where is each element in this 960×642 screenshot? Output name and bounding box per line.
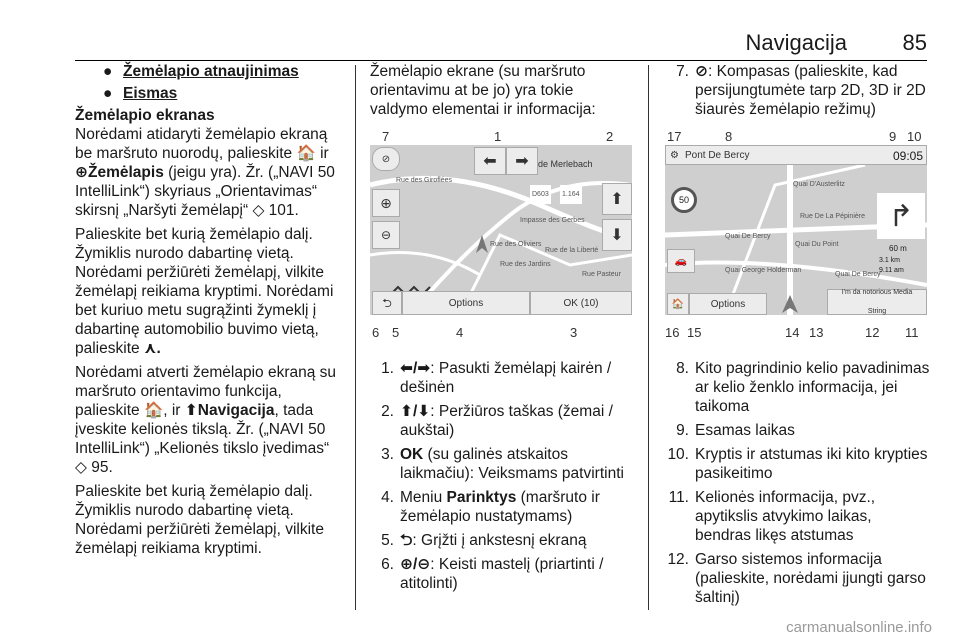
bullet-item[interactable]: ● Žemėlapio atnaujinimas xyxy=(103,63,299,80)
current-time: 09:05 xyxy=(892,149,923,163)
paragraph: Palieskite bet kurią žemėlapio dalį. Žymiklis nurodo dabartinę vietą. Norėdami peržiūrėti žemėlapį, vilkite žemėlapį reikiama kryptimi. xyxy=(75,483,324,557)
view-down-button[interactable]: ⬇ xyxy=(602,219,632,251)
road-label: Quai Du Point xyxy=(795,241,839,248)
view-up-button[interactable]: ⬆ xyxy=(602,183,632,215)
list-item: 9. Esamas laikas xyxy=(676,422,795,439)
turn-distance: 60 m xyxy=(889,244,907,253)
bullet-item[interactable]: ● Eismas xyxy=(103,85,178,102)
callout-number: 12 xyxy=(865,325,880,340)
list-item: 11. Kelionės informacija, pvz., apytikslis atvykimo laikas, bendras likęs atstumas xyxy=(668,489,876,544)
road-label: Impasse des Gerbes xyxy=(520,217,585,224)
paragraph: Norėdami atidaryti žemėlapio ekraną be maršruto nuorodų, palieskite 🏠 ir ⊕Žemėlapis (jeigu yra). Žr. („NAVI 50 IntelliLink“) skyriaus „Orientavimas“ skirsnį „Naršyti žemėlapį“ ◇ 101. xyxy=(75,126,335,219)
page-number: 85 xyxy=(902,30,927,55)
paragraph: Palieskite bet kurią žemėlapio dalį. Žymiklis nurodo dabartinę vietą. Norėdami peržiūrėti žemėlapį, vilkite žemėlapį reikiama kryptimi. Norėdami bet kuriuo metu sugrąžinti žymeklį į dabartinę automobilio buvimo vietą, palieskite ⋏. xyxy=(75,226,334,357)
map-figure-guidance xyxy=(665,125,927,345)
column-left xyxy=(75,62,345,563)
paragraph: Žemėlapio ekrane (su maršruto orientavimu at be jo) yra tokie valdymo elementai ir informacija: xyxy=(370,63,596,118)
map-screen[interactable] xyxy=(665,145,927,315)
road-number: 1.164 xyxy=(560,185,582,204)
column-divider xyxy=(648,65,649,610)
callout-number: 2 xyxy=(606,129,614,144)
rotate-left-button[interactable]: ⬅ xyxy=(474,147,506,175)
list-item: 7. ⊘: Kompasas (palieskite, kad persijungtumėte tarp 2D, 3D ir 2D šiaurės žemėlapio režimų) xyxy=(676,63,926,118)
map-screen[interactable] xyxy=(370,145,632,315)
zoom-icon: ⊕/⊖ xyxy=(400,556,431,573)
zoom-out-button[interactable]: ⊖ xyxy=(372,221,400,249)
legend-list xyxy=(665,62,930,119)
list-item: 2. ⬆/⬇: Peržiūros taškas (žemai / aukštai) xyxy=(381,403,613,439)
rotate-right-button[interactable]: ➡ xyxy=(506,147,538,175)
position-icon: ⋏. xyxy=(143,340,161,357)
callout-number: 1 xyxy=(494,129,502,144)
gear-icon: ⚙ xyxy=(670,149,679,161)
map-place-label: de Merlebach xyxy=(538,159,593,169)
compass-button[interactable]: ⊘ xyxy=(372,147,400,171)
callout-number: 4 xyxy=(456,325,464,340)
back-icon: ⮌ xyxy=(400,532,413,549)
road-label: Quai De Bercy xyxy=(725,233,771,240)
list-item: 1. ⬅/➡: Pasukti žemėlapį kairėn / dešinėn xyxy=(381,360,612,396)
home-icon: 🏠 xyxy=(143,402,164,419)
list-item: 3. OK (su galinės atskaitos laikmačiu): Veiksmams patvirtinti xyxy=(381,446,624,482)
column-right xyxy=(665,62,930,612)
road-label: Rue De La Pépinière xyxy=(800,213,865,220)
paragraph: Norėdami atverti žemėlapio ekraną su maršruto orientavimo funkcija, palieskite 🏠, ir ⬆Navigacija, tada įveskite kelionės tikslą. Žr. („NAVI 50 IntelliLink“) „Kelionės tikslo įvedimas“ ◇ 95. xyxy=(75,364,337,476)
ok-button[interactable]: OK (10) xyxy=(530,291,632,315)
page-ref-icon: ◇ xyxy=(252,202,265,219)
callout-number: 13 xyxy=(809,325,824,340)
column-middle xyxy=(370,62,635,598)
callout-number: 14 xyxy=(785,325,800,340)
next-road-bar xyxy=(665,145,927,165)
home-icon: 🏠 xyxy=(296,145,316,162)
media-info-button[interactable]: I'm da notorious Media String xyxy=(827,289,927,315)
road-label: Rue de la Liberté xyxy=(545,247,599,254)
zoom-in-button[interactable]: ⊕ xyxy=(372,189,400,217)
list-item: 6. ⊕/⊖: Keisti mastelį (priartinti / atitolinti) xyxy=(381,556,604,592)
next-road-name: Pont De Bercy xyxy=(684,149,750,161)
callout-number: 10 xyxy=(907,129,922,144)
header-rule xyxy=(75,60,927,61)
road-label: Quai D'Austerlitz xyxy=(793,181,845,188)
road-label: Quai George Holderman xyxy=(725,267,802,274)
list-item: 5. ⮌: Grįžti į ankstesnį ekraną xyxy=(381,532,587,549)
callout-number: 7 xyxy=(382,129,390,144)
road-label: Rue des Giroflées xyxy=(396,177,453,184)
section-title: Žemėlapio ekranas xyxy=(75,107,215,124)
callout-number: 9 xyxy=(889,129,897,144)
map-figure-basic xyxy=(370,125,632,345)
options-button[interactable]: Options xyxy=(689,293,767,315)
page-title: Navigacija xyxy=(745,30,847,55)
list-item: 10. Kryptis ir atstumas iki kito krypties pasikeitimo xyxy=(667,446,928,482)
remaining-distance: 3.1 km xyxy=(879,257,901,264)
speed-limit-sign: 50 xyxy=(671,187,697,213)
callout-number: 5 xyxy=(392,325,400,340)
road-number: D603 xyxy=(530,185,551,204)
list-item: 12. Garso sistemos informacija (palieskite, norėdami įjungti garso šaltinį) xyxy=(667,551,926,606)
traffic-button[interactable]: 🚗 xyxy=(667,249,695,273)
navigation-icon: ⬆ xyxy=(184,402,198,419)
road-label: Rue des Jardins xyxy=(500,261,551,268)
rotate-arrows-icon: ⬅/➡ xyxy=(400,360,431,377)
arrival-time: 9.11 am xyxy=(879,267,904,274)
list-item: 4. Meniu Parinktys (maršruto ir žemėlapio nustatymams) xyxy=(381,489,600,525)
map-icon: ⊕ xyxy=(75,164,88,181)
turn-arrow-icon: ↱ xyxy=(877,193,925,239)
callout-number: 15 xyxy=(687,325,702,340)
callout-number: 17 xyxy=(667,129,682,144)
column-divider xyxy=(355,65,356,610)
callout-number: 6 xyxy=(372,325,380,340)
home-button[interactable]: 🏠 xyxy=(667,293,689,315)
road-label: Rue des Oliviers xyxy=(490,241,542,248)
callout-number: 8 xyxy=(725,129,733,144)
page-header xyxy=(75,20,927,60)
list-item: 8. Kito pagrindinio kelio pavadinimas ar kelio ženklo informacija, jei taikoma xyxy=(676,360,930,415)
watermark: carmanualsonline.info xyxy=(786,619,932,636)
callout-number: 16 xyxy=(665,325,680,340)
legend-list xyxy=(370,359,635,593)
callout-number: 11 xyxy=(905,325,919,340)
page-ref-icon: ◇ xyxy=(75,459,87,476)
road-label: Rue Pasteur xyxy=(582,271,621,278)
up-down-arrows-icon: ⬆/⬇ xyxy=(400,403,431,420)
callout-number: 3 xyxy=(570,325,578,340)
legend-list xyxy=(665,359,930,607)
options-button[interactable]: Options xyxy=(402,291,530,315)
road-label: Quai De Bercy xyxy=(835,271,881,278)
compass-icon: ⊘ xyxy=(695,63,708,80)
back-button[interactable]: ⮌ xyxy=(372,291,402,315)
